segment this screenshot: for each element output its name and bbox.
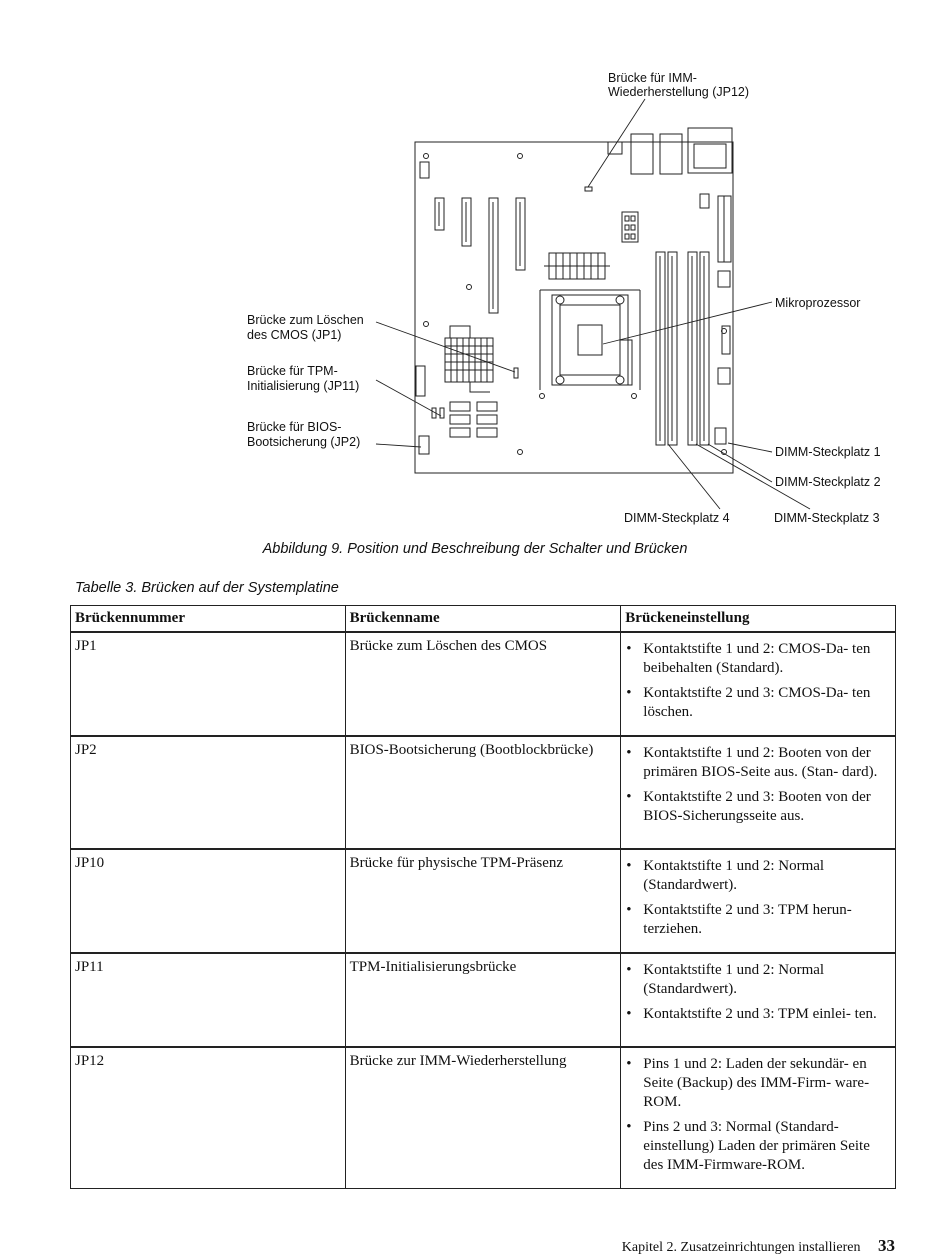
jumper-number: JP10 <box>71 849 346 953</box>
callout-line-dimm1 <box>728 443 772 452</box>
jumper-number: JP12 <box>71 1047 346 1189</box>
column-header-setting: Brückeneinstellung <box>621 606 896 633</box>
figure-caption: Abbildung 9. Position und Beschreibung der Schalter und Brücken <box>262 541 688 557</box>
rear-connector <box>688 128 732 173</box>
sata-connector <box>477 415 497 424</box>
setting-item: • Kontaktstifte 2 und 3: TPM einlei- ten. <box>643 1005 891 1024</box>
jumper-settings <box>621 849 896 953</box>
setting-item: • Pins 1 und 2: Laden der sekundär- en Seite (Backup) des IMM-Firm- ware-ROM. <box>643 1055 891 1112</box>
setting-item: • Kontaktstifte 1 und 2: Normal (Standardwert). <box>643 857 891 895</box>
system-board-diagram <box>0 0 950 540</box>
jumper-jp12 <box>585 187 592 191</box>
label-jp2: Brücke für BIOS- Bootsicherung (JP2) <box>247 420 361 449</box>
label-microprocessor: Mikroprozessor <box>775 296 861 310</box>
jumper-settings <box>621 953 896 1047</box>
fan-header <box>718 271 730 287</box>
column-header-number: Brückennummer <box>71 606 346 633</box>
jumper-name: TPM-Initialisierungsbrücke <box>345 953 621 1047</box>
mounting-hole <box>424 322 429 327</box>
fan-header <box>420 162 429 178</box>
label-dimm1: DIMM-Steckplatz 1 <box>775 445 881 459</box>
table-row <box>71 953 896 1047</box>
mounting-hole <box>467 285 472 290</box>
sata-connector <box>450 402 470 411</box>
callout-line-jp2 <box>376 444 421 447</box>
mounting-hole <box>632 394 637 399</box>
power-connector <box>622 212 638 242</box>
microprocessor <box>578 325 602 355</box>
table-title: Tabelle 3. Brücken auf der Systemplatine <box>75 580 339 596</box>
jumper-settings <box>621 632 896 736</box>
label-jp1: Brücke zum Löschen des CMOS (JP1) <box>247 313 364 342</box>
setting-item: • Kontaktstifte 1 und 2: Normal (Standardwert). <box>643 961 891 999</box>
jumper-name: Brücke zur IMM-Wiederherstellung <box>345 1047 621 1189</box>
jumper-settings <box>621 1047 896 1189</box>
mounting-hole <box>518 450 523 455</box>
sata-connector <box>477 428 497 437</box>
setting-item: • Kontaktstifte 2 und 3: CMOS-Da- ten löschen. <box>643 684 891 722</box>
label-dimm3: DIMM-Steckplatz 3 <box>774 511 880 525</box>
table-header-row <box>71 606 896 633</box>
jumper-jp11 <box>440 408 444 418</box>
jumper-number: JP2 <box>71 736 346 849</box>
system-board-outline <box>415 142 733 473</box>
table-row <box>71 1047 896 1189</box>
label-dimm2: DIMM-Steckplatz 2 <box>775 475 881 489</box>
table-row <box>71 849 896 953</box>
rear-connector <box>631 134 653 174</box>
sata-connector <box>450 428 470 437</box>
chapter-title: Kapitel 2. Zusatzeinrichtungen installieren <box>621 1240 861 1255</box>
rear-connector <box>660 134 682 174</box>
column-header-name: Brückenname <box>345 606 621 633</box>
sata-connector <box>450 415 470 424</box>
label-jp12: Brücke für IMM- Wiederherstellung (JP12) <box>608 71 750 99</box>
setting-item: • Pins 2 und 3: Normal (Standard- einstellung) Laden der primären Seite des IMM-Firmware-ROM. <box>643 1118 891 1175</box>
page-number: 33 <box>878 1236 895 1255</box>
page-footer <box>622 1236 895 1256</box>
sata-connector <box>477 402 497 411</box>
setting-item: • Kontaktstifte 2 und 3: Booten von der BIOS-Sicherungsseite aus. <box>643 788 891 826</box>
setting-item: • Kontaktstifte 2 und 3: TPM herun- terziehen. <box>643 901 891 939</box>
label-jp11: Brücke für TPM- Initialisierung (JP11) <box>247 364 360 393</box>
table-row <box>71 736 896 849</box>
usb-header <box>419 436 429 454</box>
label-dimm4: DIMM-Steckplatz 4 <box>624 511 730 525</box>
jumper-settings <box>621 736 896 849</box>
jumper-number: JP1 <box>71 632 346 736</box>
jumper-jp1 <box>514 368 518 378</box>
cpu-socket <box>552 295 628 385</box>
jumper-name: Brücke für physische TPM-Präsenz <box>345 849 621 953</box>
jumper-number: JP11 <box>71 953 346 1047</box>
mounting-hole <box>540 394 545 399</box>
mounting-hole <box>424 154 429 159</box>
jumper-name: BIOS-Bootsicherung (Bootblockbrücke) <box>345 736 621 849</box>
callout-line-jp11 <box>376 380 441 416</box>
front-panel-header <box>416 366 425 396</box>
table-row <box>71 632 896 736</box>
fan-header <box>718 368 730 384</box>
jumper-name: Brücke zum Löschen des CMOS <box>345 632 621 736</box>
fan-header <box>700 194 709 208</box>
mounting-hole <box>518 154 523 159</box>
setting-item: • Kontaktstifte 1 und 2: Booten von der primären BIOS-Seite aus. (Stan- dard). <box>643 744 891 782</box>
jumper-table <box>70 605 896 1189</box>
setting-item: • Kontaktstifte 1 und 2: CMOS-Da- ten beibehalten (Standard). <box>643 640 891 678</box>
